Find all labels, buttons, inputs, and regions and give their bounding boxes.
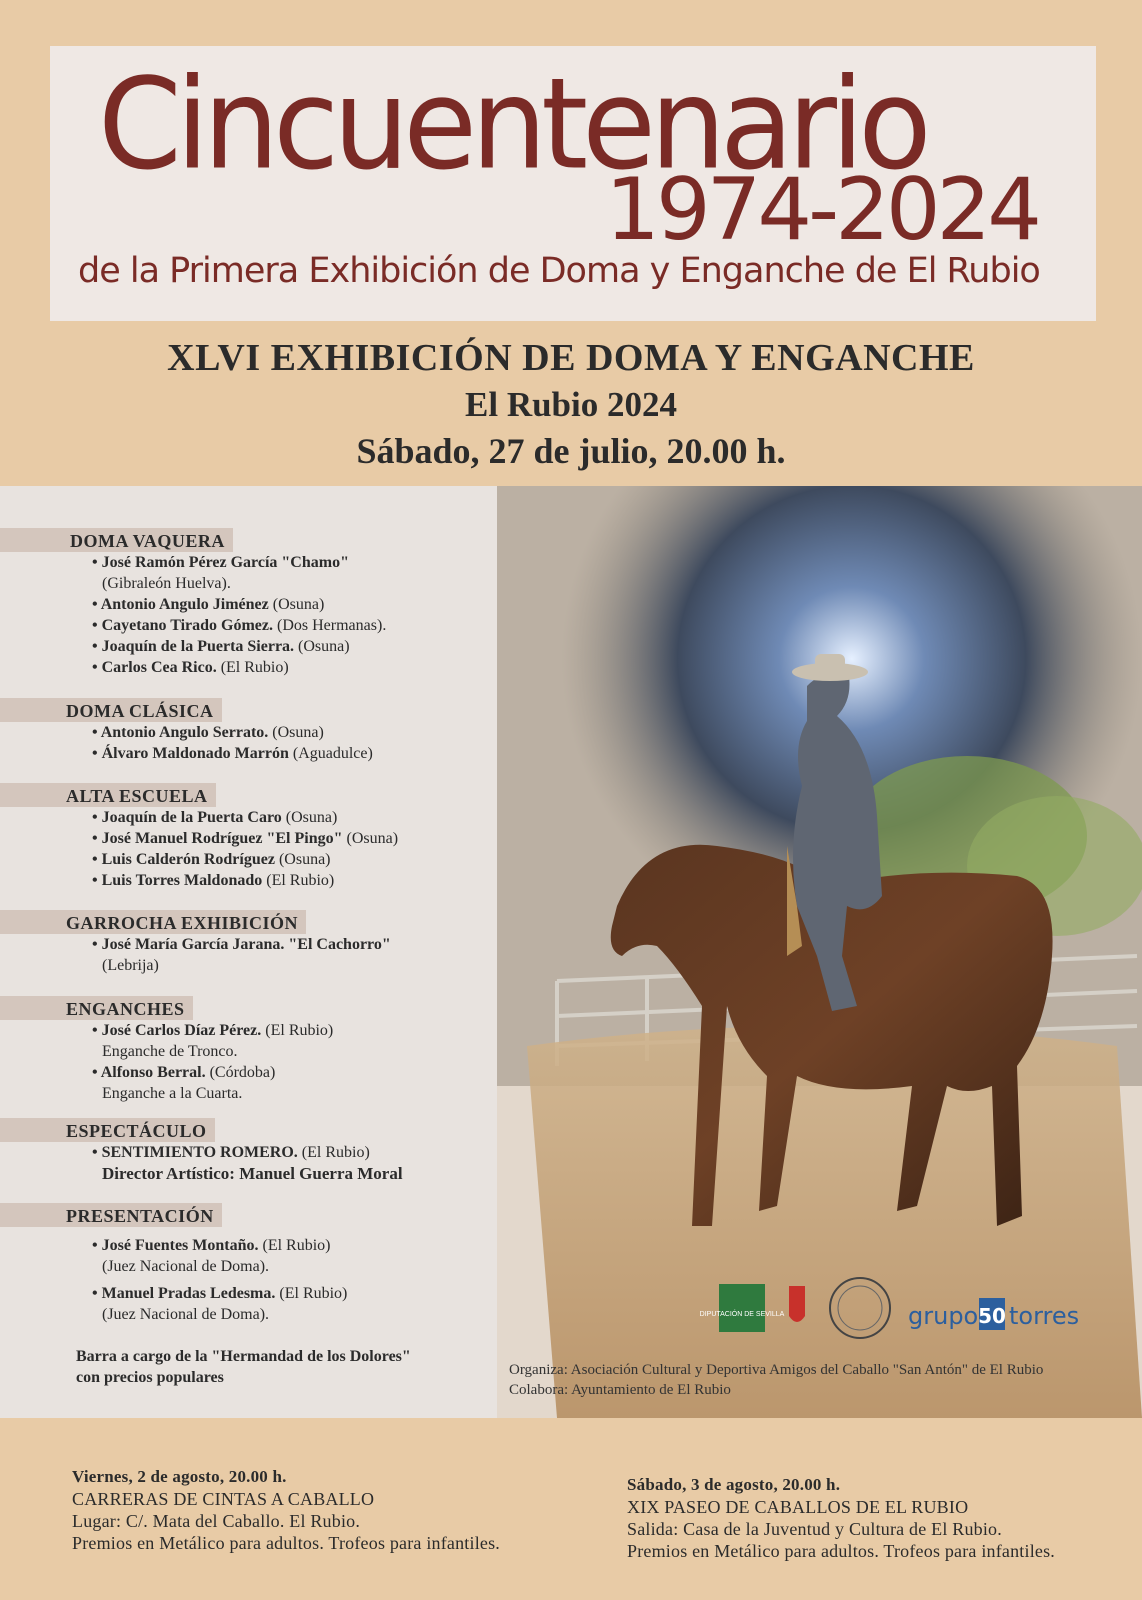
list-item: • Luis Torres Maldonado (El Rubio) bbox=[92, 872, 335, 889]
entry-note: (Lebrija) bbox=[102, 957, 159, 974]
section-enganches bbox=[0, 996, 333, 1104]
list-item: • Manuel Pradas Ledesma. (El Rubio) bbox=[92, 1285, 348, 1302]
section-entries bbox=[0, 934, 391, 976]
program-panel bbox=[0, 486, 497, 1418]
event-line: Premios en Metálico para adultos. Trofeos para infantiles. bbox=[72, 1533, 501, 1553]
section-alta-escuela bbox=[0, 783, 398, 891]
title-box bbox=[50, 46, 1096, 321]
section-title: DOMA VAQUERA bbox=[0, 528, 233, 552]
poster-years: 1974-2024 bbox=[605, 160, 1038, 260]
event-title: XIX PASEO DE CABALLOS DE EL RUBIO bbox=[627, 1497, 969, 1517]
colabora-line: Colabora: Ayuntamiento de El Rubio bbox=[509, 1382, 731, 1398]
section-entries bbox=[0, 722, 373, 764]
event-date: Sábado, 3 de agosto, 20.00 h. bbox=[627, 1475, 841, 1494]
section-garrocha bbox=[0, 910, 391, 976]
event-name: XLVI EXHIBICIÓN DE DOMA Y ENGANCHE bbox=[167, 337, 975, 379]
section-entries bbox=[0, 807, 398, 891]
poster-title: Cincuentenario bbox=[98, 52, 926, 198]
section-title: GARROCHA EXHIBICIÓN bbox=[0, 910, 306, 934]
event-place-year: El Rubio 2024 bbox=[465, 385, 677, 424]
event-line: Salida: Casa de la Juventud y Cultura de El Rubio. bbox=[627, 1519, 1002, 1539]
entry-note: (Juez Nacional de Doma). bbox=[102, 1306, 270, 1323]
list-item: • José María García Jarana. "El Cachorro" bbox=[92, 936, 391, 953]
extra-event-friday bbox=[72, 1466, 500, 1554]
section-title: ESPECTÁCULO bbox=[0, 1118, 215, 1142]
event-title: CARRERAS DE CINTAS A CABALLO bbox=[72, 1489, 375, 1509]
section-title: PRESENTACIÓN bbox=[0, 1203, 222, 1227]
event-date: Viernes, 2 de agosto, 20.00 h. bbox=[72, 1467, 287, 1486]
section-title: ALTA ESCUELA bbox=[0, 783, 216, 807]
list-item: • Alfonso Berral. (Córdoba) bbox=[92, 1064, 276, 1081]
list-item: • Carlos Cea Rico. (El Rubio) bbox=[92, 659, 289, 676]
list-item: • Álvaro Maldonado Marrón (Aguadulce) bbox=[92, 745, 373, 762]
credits bbox=[509, 1360, 1043, 1400]
list-item: • Joaquín de la Puerta Sierra. (Osuna) bbox=[92, 638, 350, 655]
list-item: • José Manuel Rodríguez "El Pingo" (Osuna) bbox=[92, 830, 399, 847]
list-item: • Antonio Angulo Jiménez (Osuna) bbox=[92, 596, 325, 613]
diputacion-logo: DIPUTACIÓN DE SEVILLA bbox=[699, 1311, 785, 1318]
list-item: • José Carlos Díaz Pérez. (El Rubio) bbox=[92, 1022, 334, 1039]
list-item: • Joaquín de la Puerta Caro (Osuna) bbox=[92, 809, 338, 826]
organiza-line: Organiza: Asociación Cultural y Deportiva Amigos del Caballo "San Antón" de El Rubio bbox=[509, 1362, 1044, 1378]
list-item: • Luis Calderón Rodríguez (Osuna) bbox=[92, 851, 331, 868]
horse-rider-painting bbox=[497, 486, 1142, 1418]
entry-note: Enganche a la Cuarta. bbox=[102, 1085, 243, 1102]
entry-note: Director Artístico: Manuel Guerra Moral bbox=[102, 1164, 403, 1183]
list-item: • SENTIMIENTO ROMERO. (El Rubio) bbox=[92, 1144, 370, 1161]
entry-note: (Gibraleón Huelva). bbox=[102, 575, 231, 592]
section-entries bbox=[0, 1020, 333, 1104]
section-entries bbox=[0, 1142, 403, 1184]
event-line: Lugar: C/. Mata del Caballo. El Rubio. bbox=[72, 1511, 361, 1531]
barra-note: Barra a cargo de la "Hermandad de los Dolores" con precios populares bbox=[76, 1348, 411, 1386]
poster-subtitle: de la Primera Exhibición de Doma y Enganche de El Rubio bbox=[78, 251, 1040, 291]
list-item: • Cayetano Tirado Gómez. (Dos Hermanas). bbox=[92, 617, 387, 634]
grupo-torres-left: grupo bbox=[908, 1302, 979, 1330]
entry-note: (Juez Nacional de Doma). bbox=[102, 1258, 270, 1275]
section-entries bbox=[0, 552, 386, 678]
section-title: ENGANCHES bbox=[0, 996, 193, 1020]
entry-note: Enganche de Tronco. bbox=[102, 1043, 238, 1060]
extra-event-saturday bbox=[627, 1474, 1055, 1562]
event-line: Premios en Metálico para adultos. Trofeos para infantiles. bbox=[627, 1541, 1056, 1561]
event-datetime: Sábado, 27 de julio, 20.00 h. bbox=[356, 431, 786, 471]
section-entries bbox=[0, 1227, 347, 1325]
section-presentacion bbox=[0, 1203, 347, 1325]
section-doma-vaquera bbox=[0, 528, 386, 678]
list-item: • José Ramón Pérez García "Chamo" bbox=[92, 554, 349, 571]
section-doma-clasica bbox=[0, 698, 373, 764]
list-item: • Antonio Angulo Serrato. (Osuna) bbox=[92, 724, 324, 741]
grupo-torres-right: torres bbox=[1009, 1302, 1080, 1330]
grupo-torres-num: 50 bbox=[978, 1304, 1006, 1328]
section-espectaculo bbox=[0, 1118, 403, 1184]
rider-illustration bbox=[497, 486, 1142, 1418]
list-item: • José Fuentes Montaño. (El Rubio) bbox=[92, 1237, 331, 1254]
section-title: DOMA CLÁSICA bbox=[0, 698, 222, 722]
